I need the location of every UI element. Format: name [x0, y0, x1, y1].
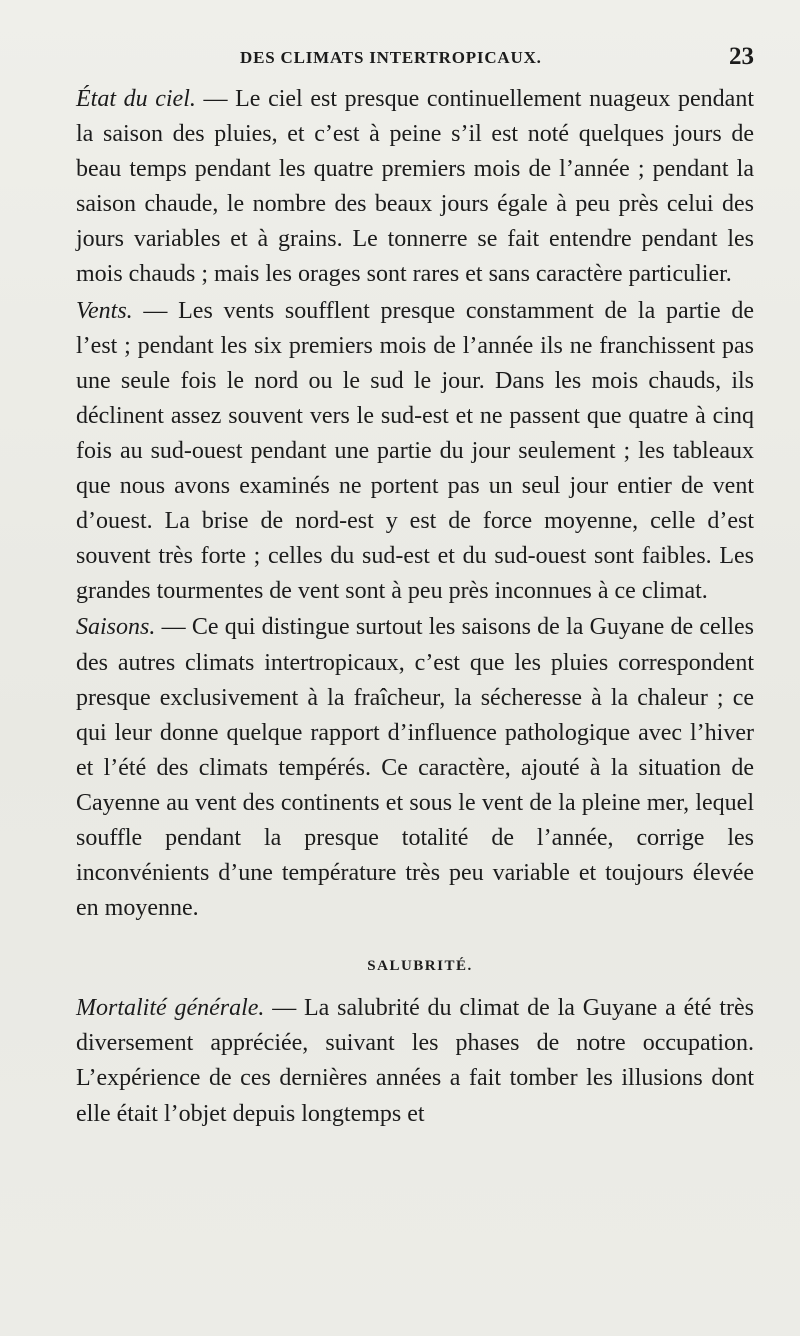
paragraph-text: — Le ciel est presque continuellement nuageux pendant la saison des pluies, et c’est à peine s’il est noté quelques jours de beau temps pendant les quatre premiers mois de l’année ; pendant la saison chaude, le nombre des beaux jours égale à peu près celui des jours variables et à grains. Le tonnerre se fait entendre pendant les mois chauds ; mais les orages sont rares et sans caractère particulier. [76, 86, 754, 288]
paragraph-etat-du-ciel [76, 82, 754, 293]
paragraph-text: — La salubrité du climat de la Guyane a été très diversement appréciée, suivant les phases de notre occupation. L’expérience de ces dernières années a fait tomber les illusions dont elle était l’objet depuis longtemps et [76, 995, 754, 1127]
paragraph-lead: Mortalité générale. [76, 995, 265, 1022]
page-number: 23 [729, 43, 754, 70]
paragraph-saisons [76, 610, 754, 926]
paragraph-lead: Saisons. [76, 614, 156, 641]
page-header [76, 40, 754, 74]
body-text [76, 82, 754, 1132]
paragraph-lead: État du ciel. [76, 86, 196, 112]
paragraph-vents [76, 294, 754, 610]
running-head: DES CLIMATS INTERTROPICAUX. [240, 48, 542, 67]
section-heading: SALUBRITÉ. [367, 958, 473, 975]
paragraph-text: — Ce qui distingue surtout les saisons de la Guyane de celles des autres climats intertropicaux, c’est que les pluies correspondent presque exclusivement à la fraîcheur, la sécheresse à la chaleur ; ce qui leur donne quelque rapport d’influence pathologique avec l’hiver et l’été des climats tempérés. Ce caractère, ajouté à la situation de Cayenne au vent des continents et sous le vent de la pleine mer, lequel souffle pendant la presque totalité de l’année, corrige les inconvénients d’une température très peu variable et toujours élevée en moyenne. [76, 614, 754, 922]
paragraph-lead: Vents. [76, 297, 133, 324]
paragraph-text: — Les vents soufflent presque constamment de la partie de l’est ; pendant les six premiers mois de l’année ils ne franchissent pas une seule fois le nord ou le sud le jour. Dans les mois chauds, ils déclinent assez souvent vers le sud-est et ne passent que quatre à cinq fois au sud-ouest pendant une partie du jour seulement ; les tableaux que nous avons examinés ne portent pas un seul jour entier de vent d’ouest. La brise de nord-est y est de force moyenne, celle d’est souvent très forte ; celles du sud-est et du sud-ouest sont faibles. Les grandes tourmentes de vent sont à peu près inconnues à ce climat. [76, 297, 754, 605]
paragraph-mortalite-generale [76, 991, 754, 1131]
